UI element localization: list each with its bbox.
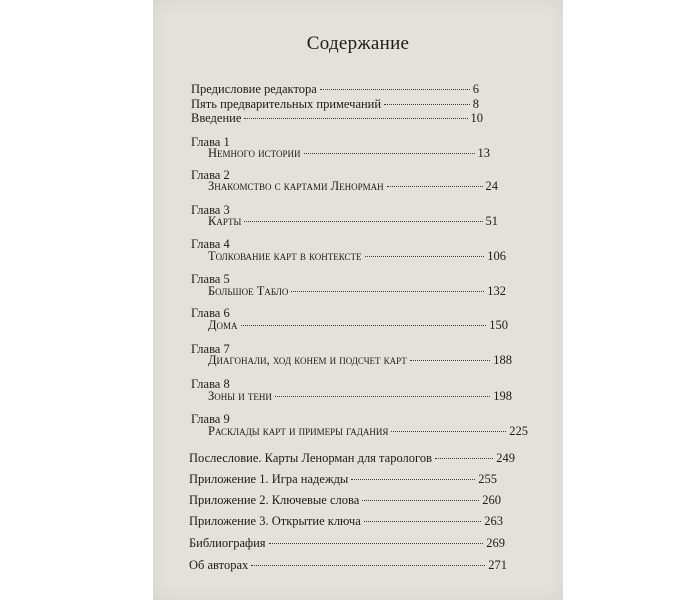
- toc-entry-appendix-2: Приложение 2. Ключевые слова 260: [189, 493, 501, 507]
- toc-entry-about-authors: Об авторах 271: [189, 558, 507, 572]
- toc-entry-chapter-9: Расклады карт и примеры гадания 225: [208, 424, 528, 438]
- chapter-7-label: Глава 7: [191, 342, 230, 356]
- page-title: Содержание: [306, 33, 410, 54]
- toc-entry-appendix-3: Приложение 3. Открытие ключа 263: [189, 514, 503, 528]
- chapter-8-label: Глава 8: [191, 377, 230, 391]
- toc-entry-chapter-7: Диагонали, ход конем и подсчет карт 188: [208, 353, 512, 367]
- chapter-6-label: Глава 6: [191, 306, 230, 320]
- chapter-2-label: Глава 2: [191, 168, 230, 182]
- toc-entry-introduction: Введение 10: [191, 111, 483, 125]
- book-page: [153, 0, 563, 600]
- toc-entry-chapter-3: Карты 51: [208, 214, 498, 228]
- chapter-9-label: Глава 9: [191, 412, 230, 426]
- toc-entry-chapter-2: Знакомство с картами Ленорман 24: [208, 179, 498, 193]
- toc-entry-preface: Предисловие редактора 6: [191, 82, 479, 96]
- toc-entry-chapter-5: Большое Табло 132: [208, 284, 506, 298]
- chapter-3-label: Глава 3: [191, 203, 230, 217]
- toc-entry-chapter-4: Толкование карт в контексте 106: [208, 249, 506, 263]
- toc-entry-notes: Пять предварительных примечаний 8: [191, 97, 479, 111]
- toc-entry-appendix-1: Приложение 1. Игра надежды 255: [189, 472, 497, 486]
- chapter-1-label: Глава 1: [191, 135, 230, 149]
- toc-entry-chapter-6: Дома 150: [208, 318, 508, 332]
- toc-entry-chapter-8: Зоны и тени 198: [208, 389, 512, 403]
- toc-entry-chapter-1: Немного истории 13: [208, 146, 490, 160]
- toc-entry-bibliography: Библиография 269: [189, 536, 505, 550]
- chapter-4-label: Глава 4: [191, 237, 230, 251]
- chapter-5-label: Глава 5: [191, 272, 230, 286]
- toc-entry-afterword: Послесловие. Карты Ленорман для тарологов 249: [189, 451, 515, 465]
